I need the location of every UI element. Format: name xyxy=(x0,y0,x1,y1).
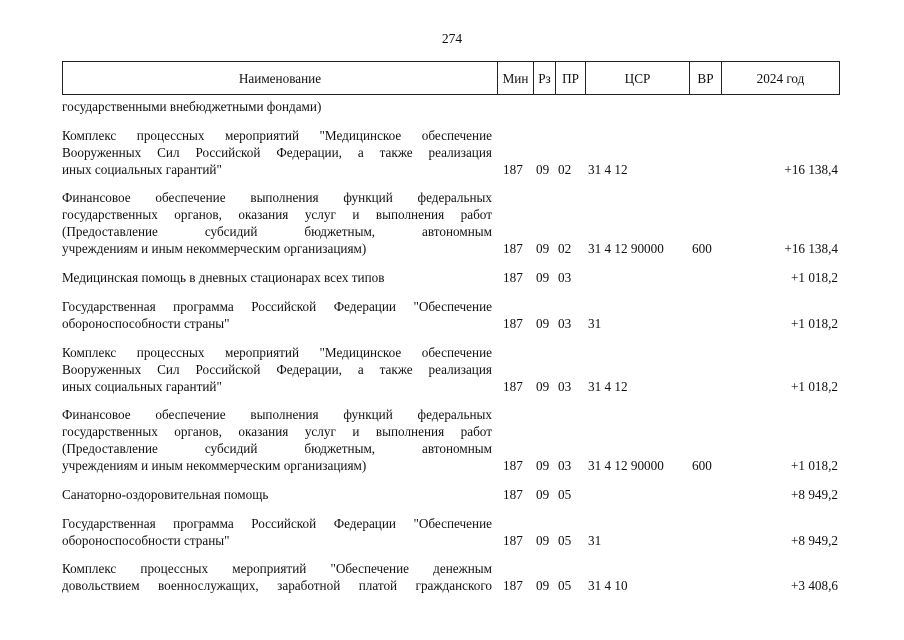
row-name xyxy=(62,406,492,474)
cell-rz: 09 xyxy=(536,578,550,593)
cell-csr: 31 xyxy=(588,316,602,331)
row-name-line: Государственная программа Российской Федерации "Обеспечение xyxy=(62,516,492,531)
row-name-line: Медицинская помощь в дневных стационарах всех типов xyxy=(62,270,385,285)
cell-pr: 03 xyxy=(558,379,572,394)
cell-vr: 600 xyxy=(692,458,712,473)
cell-rz: 09 xyxy=(536,533,550,548)
cell-min: 187 xyxy=(503,458,523,473)
cell-csr: 31 4 12 90000 xyxy=(588,458,664,473)
row-name xyxy=(62,127,492,178)
row-name-line: Вооруженных Сил Российской Федерации, а также реализация xyxy=(62,145,492,160)
row-name-line: Государственная программа Российской Федерации "Обеспечение xyxy=(62,299,492,314)
cell-min: 187 xyxy=(503,578,523,593)
carry-over-text: государственными внебюджетными фондами) xyxy=(62,99,322,114)
row-name-line: довольствием военнослужащих, заработной платой гражданского xyxy=(62,578,492,593)
row-name xyxy=(62,515,492,549)
cell-pr: 03 xyxy=(558,270,572,285)
cell-amount: +3 408,6 xyxy=(791,578,838,593)
header-rz: Рз xyxy=(534,62,556,95)
cell-pr: 02 xyxy=(558,241,572,256)
header-csr: ЦСР xyxy=(586,62,690,95)
header-year: 2024 год xyxy=(722,62,840,95)
header-vr: ВР xyxy=(690,62,722,95)
row-name-line: Комплекс процессных мероприятий "Медицинское обеспечение xyxy=(62,128,492,143)
cell-rz: 09 xyxy=(536,241,550,256)
row-name-line: (Предоставление субсидий бюджетным, автономным xyxy=(62,224,492,239)
cell-rz: 09 xyxy=(536,379,550,394)
cell-vr: 600 xyxy=(692,241,712,256)
cell-csr: 31 xyxy=(588,533,602,548)
row-name-line: иных социальных гарантий" xyxy=(62,379,222,394)
cell-min: 187 xyxy=(503,316,523,331)
row-name-line: Вооруженных Сил Российской Федерации, а также реализация xyxy=(62,362,492,377)
row-name-line: обороноспособности страны" xyxy=(62,316,230,331)
row-name-line: (Предоставление субсидий бюджетным, автономным xyxy=(62,441,492,456)
table-header xyxy=(62,61,840,95)
cell-min: 187 xyxy=(503,487,523,502)
cell-rz: 09 xyxy=(536,270,550,285)
cell-rz: 09 xyxy=(536,487,550,502)
cell-amount: +1 018,2 xyxy=(791,379,838,394)
row-name xyxy=(62,560,492,594)
cell-pr: 02 xyxy=(558,162,572,177)
header-name: Наименование xyxy=(63,62,498,95)
cell-amount: +1 018,2 xyxy=(791,316,838,331)
row-name xyxy=(62,486,492,503)
cell-csr: 31 4 12 xyxy=(588,379,628,394)
cell-pr: 05 xyxy=(558,487,572,502)
cell-min: 187 xyxy=(503,241,523,256)
cell-pr: 03 xyxy=(558,458,572,473)
cell-csr: 31 4 10 xyxy=(588,578,628,593)
header-pr: ПР xyxy=(556,62,586,95)
cell-min: 187 xyxy=(503,270,523,285)
cell-min: 187 xyxy=(503,379,523,394)
cell-amount: +1 018,2 xyxy=(791,458,838,473)
row-name-line: иных социальных гарантий" xyxy=(62,162,222,177)
cell-min: 187 xyxy=(503,162,523,177)
header-min: Мин xyxy=(498,62,534,95)
cell-rz: 09 xyxy=(536,458,550,473)
row-name-line: государственных органов, оказания услуг и выполнения работ xyxy=(62,207,492,222)
row-name-line: государственных органов, оказания услуг и выполнения работ xyxy=(62,424,492,439)
cell-rz: 09 xyxy=(536,162,550,177)
row-name-line: учреждениям и иным некоммерческим организациям) xyxy=(62,241,367,256)
page-number: 274 xyxy=(441,31,463,46)
row-name xyxy=(62,344,492,395)
row-name-line: Комплекс процессных мероприятий "Обеспечение денежным xyxy=(62,561,492,576)
row-name-line: Финансовое обеспечение выполнения функций федеральных xyxy=(62,407,492,422)
cell-csr: 31 4 12 xyxy=(588,162,628,177)
row-name-line: учреждениям и иным некоммерческим организациям) xyxy=(62,458,367,473)
row-name-line: Комплекс процессных мероприятий "Медицинское обеспечение xyxy=(62,345,492,360)
cell-pr: 03 xyxy=(558,316,572,331)
cell-amount: +16 138,4 xyxy=(784,162,838,177)
cell-min: 187 xyxy=(503,533,523,548)
row-name xyxy=(62,298,492,332)
cell-csr: 31 4 12 90000 xyxy=(588,241,664,256)
row-name xyxy=(62,269,492,286)
row-name-line: обороноспособности страны" xyxy=(62,533,230,548)
cell-amount: +1 018,2 xyxy=(791,270,838,285)
cell-pr: 05 xyxy=(558,578,572,593)
cell-pr: 05 xyxy=(558,533,572,548)
row-name-line: Санаторно-оздоровительная помощь xyxy=(62,487,269,502)
row-name-line: Финансовое обеспечение выполнения функций федеральных xyxy=(62,190,492,205)
cell-amount: +8 949,2 xyxy=(791,533,838,548)
cell-amount: +8 949,2 xyxy=(791,487,838,502)
cell-rz: 09 xyxy=(536,316,550,331)
cell-amount: +16 138,4 xyxy=(784,241,838,256)
row-name xyxy=(62,189,492,257)
